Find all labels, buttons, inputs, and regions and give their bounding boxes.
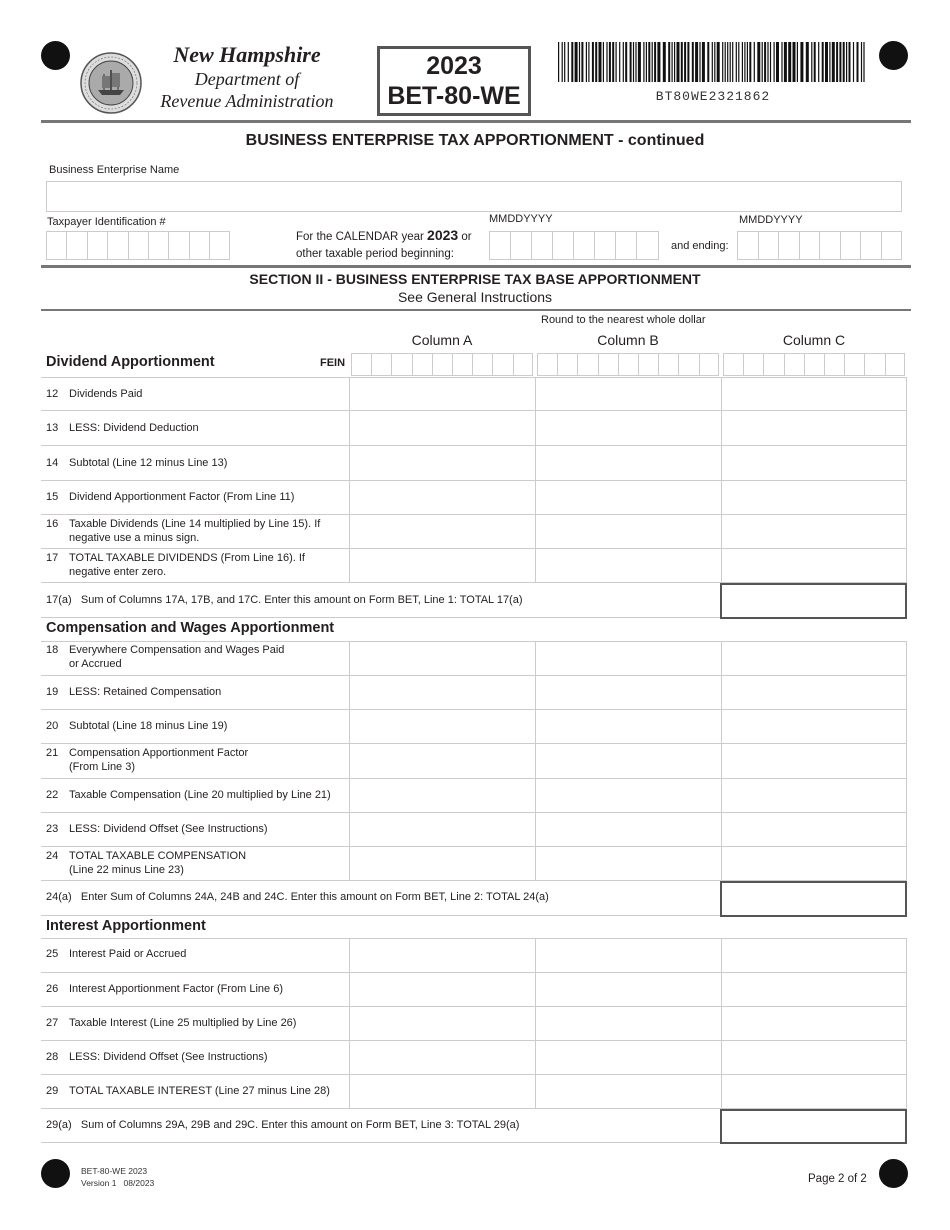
line-13a-input[interactable] (349, 411, 535, 445)
section-divider-top (41, 265, 911, 268)
line-12c-input[interactable] (721, 377, 907, 410)
line-22b-input[interactable] (535, 779, 721, 812)
calendar-year-text (296, 227, 472, 263)
line-24c-input[interactable] (721, 847, 907, 880)
line-12-label: 12 Dividends Paid (46, 388, 143, 400)
line-13c-input[interactable] (721, 411, 907, 445)
line-25c-input[interactable] (721, 938, 907, 972)
line-14a-input[interactable] (349, 446, 535, 480)
line-27-row (41, 1007, 907, 1041)
line-28b-input[interactable] (535, 1041, 721, 1074)
barcode-text: BT80WE2321862 (655, 89, 771, 104)
line-17-label: 17 TOTAL TAXABLE DIVIDENDS (From Line 16). If negative enter zero. (46, 552, 305, 578)
line-15-label: 15 Dividend Apportionment Factor (From Line 11) (46, 491, 295, 503)
line-15a-input[interactable] (349, 481, 535, 514)
line-24a-input[interactable] (349, 847, 535, 880)
line-16-label: 16 Taxable Dividends (Line 14 multiplied by Line 15). If negative use a minus sign. (46, 518, 321, 544)
line-16c-input[interactable] (721, 515, 907, 548)
business-name-input[interactable] (46, 181, 902, 212)
line-25a-input[interactable] (349, 938, 535, 972)
registration-mark-bottom-left (41, 1159, 70, 1188)
page-number: Page 2 of 2 (808, 1173, 867, 1185)
agency-name (144, 42, 350, 112)
line-24-row (41, 847, 907, 881)
form-year: 2023 (426, 52, 482, 80)
begin-date-input[interactable] (489, 231, 659, 260)
line-19-row (41, 676, 907, 710)
column-b-header: Column B (597, 332, 659, 348)
line-27a-input[interactable] (349, 1007, 535, 1040)
line-19b-input[interactable] (535, 676, 721, 709)
line-18c-input[interactable] (721, 641, 907, 675)
registration-mark-top-right (879, 41, 908, 70)
line-24-label: 24 TOTAL TAXABLE COMPENSATION (Line 22 minus Line 23) (46, 850, 247, 876)
line-18-label: 18 Everywhere Compensation and Wages Paid or Accrued (46, 644, 285, 670)
line-18b-input[interactable] (535, 641, 721, 675)
line-17b-input[interactable] (535, 549, 721, 582)
line-23-row (41, 813, 907, 847)
line-20-row (41, 710, 907, 744)
line-22c-input[interactable] (721, 779, 907, 812)
end-date-input[interactable] (737, 231, 902, 260)
tin-input[interactable] (46, 231, 230, 260)
round-note: Round to the nearest whole dollar (541, 314, 706, 326)
calendar-line2: other taxable period beginning: (296, 248, 454, 260)
line-29-row (41, 1075, 907, 1109)
form-id-box (377, 46, 531, 116)
line-28a-input[interactable] (349, 1041, 535, 1074)
fein-input-column-c[interactable] (723, 353, 905, 376)
line-15-row (41, 481, 907, 515)
line-16b-input[interactable] (535, 515, 721, 548)
footer-form-info (81, 1165, 154, 1189)
line-29-label: 29 TOTAL TAXABLE INTEREST (Line 27 minus Line 28) (46, 1085, 330, 1097)
line-16a-input[interactable] (349, 515, 535, 548)
footer-form-id: BET-80-WE 2023 (81, 1166, 148, 1176)
line-12a-input[interactable] (349, 377, 535, 410)
line-20-label: 20 Subtotal (Line 18 minus Line 19) (46, 720, 228, 732)
line-12-row (41, 377, 907, 411)
line-16-row (41, 515, 907, 549)
line-23c-input[interactable] (721, 813, 907, 846)
footer-version-date: 08/2023 (123, 1178, 155, 1188)
line-28c-input[interactable] (721, 1041, 907, 1074)
line-21-label: 21 Compensation Apportionment Factor (From Line 3) (46, 747, 249, 773)
line-29c-input[interactable] (721, 1075, 907, 1108)
calendar-line1: For the CALENDAR year (296, 231, 424, 243)
line-22-row (41, 779, 907, 813)
line-22a-input[interactable] (349, 779, 535, 812)
registration-mark-bottom-right (879, 1159, 908, 1188)
line-19a-input[interactable] (349, 676, 535, 709)
line-29a-input[interactable] (349, 1075, 535, 1108)
line-14b-input[interactable] (535, 446, 721, 480)
barcode (558, 42, 868, 82)
fein-label: FEIN (320, 357, 346, 369)
line-14c-input[interactable] (721, 446, 907, 480)
line-17a-input[interactable] (349, 549, 535, 582)
line-13-label: 13 LESS: Dividend Deduction (46, 422, 199, 434)
registration-mark-top-left (41, 41, 70, 70)
agency-state: New Hampshire (173, 42, 321, 67)
total-17a-input[interactable] (720, 583, 907, 619)
line-17-row (41, 549, 907, 583)
line-23-label: 23 LESS: Dividend Offset (See Instructions) (46, 823, 268, 835)
section-subtitle: See General Instructions (397, 289, 553, 305)
line-28-label: 28 LESS: Dividend Offset (See Instructions) (46, 1051, 268, 1063)
line-26a-input[interactable] (349, 973, 535, 1006)
form-number: BET-80-WE (387, 82, 521, 110)
form-title: BUSINESS ENTERPRISE TAX APPORTIONMENT - continued (245, 132, 705, 149)
line-24a-total-label: 24(a) Enter Sum of Columns 24A, 24B and 24C. Enter this amount on Form BET, Line 2: TOTAL 24(a) (46, 891, 549, 903)
business-name-label: Business Enterprise Name (49, 164, 180, 176)
fein-input-column-a[interactable] (351, 353, 533, 376)
line-26b-input[interactable] (535, 973, 721, 1006)
section-title: SECTION II - BUSINESS ENTERPRISE TAX BASE APPORTIONMENT (249, 271, 701, 287)
calendar-year: 2023 (427, 227, 459, 243)
line-25-row (41, 938, 907, 973)
agency-division: Revenue Administration (160, 91, 334, 111)
line-24b-input[interactable] (535, 847, 721, 880)
line-21a-input[interactable] (349, 744, 535, 778)
line-21-row (41, 744, 907, 779)
line-29a-total-label: 29(a) Sum of Columns 29A, 29B and 29C. Enter this amount on Form BET, Line 3: TOTAL 29(a) (46, 1119, 520, 1131)
header-divider (41, 120, 911, 123)
line-25-label: 25 Interest Paid or Accrued (46, 948, 187, 960)
line-23b-input[interactable] (535, 813, 721, 846)
state-seal-icon (80, 52, 142, 114)
line-27b-input[interactable] (535, 1007, 721, 1040)
calendar-or: or (461, 231, 472, 243)
section-divider-bottom (41, 309, 911, 311)
line-17a-total-label: 17(a) Sum of Columns 17A, 17B, and 17C. Enter this amount on Form BET, Line 1: TOTAL 17(a) (46, 594, 523, 606)
interest-heading: Interest Apportionment (46, 918, 206, 934)
total-24a-input[interactable] (720, 881, 907, 917)
footer-version: Version 1 (81, 1178, 117, 1188)
line-26-label: 26 Interest Apportionment Factor (From Line 6) (46, 983, 283, 995)
fein-input-column-b[interactable] (537, 353, 719, 376)
line-19c-input[interactable] (721, 676, 907, 709)
line-15b-input[interactable] (535, 481, 721, 514)
line-13-row (41, 411, 907, 446)
begin-date-format: MMDDYYYY (489, 213, 553, 225)
column-c-header: Column C (782, 332, 846, 348)
line-22-label: 22 Taxable Compensation (Line 20 multiplied by Line 21) (46, 789, 331, 801)
line-21c-input[interactable] (721, 744, 907, 778)
line-23a-input[interactable] (349, 813, 535, 846)
line-20b-input[interactable] (535, 710, 721, 743)
dividend-heading: Dividend Apportionment (46, 354, 215, 370)
line-20a-input[interactable] (349, 710, 535, 743)
total-29a-input[interactable] (720, 1109, 907, 1144)
line-13b-input[interactable] (535, 411, 721, 445)
line-17c-input[interactable] (721, 549, 907, 582)
tin-label: Taxpayer Identification # (47, 216, 166, 228)
line-27c-input[interactable] (721, 1007, 907, 1040)
line-15c-input[interactable] (721, 481, 907, 514)
line-25b-input[interactable] (535, 938, 721, 972)
and-ending-label: and ending: (671, 240, 729, 252)
agency-dept: Department of (194, 69, 300, 89)
line-26-row (41, 973, 907, 1007)
line-14-row (41, 446, 907, 481)
line-18a-input[interactable] (349, 641, 535, 675)
line-20c-input[interactable] (721, 710, 907, 743)
line-27-label: 27 Taxable Interest (Line 25 multiplied by Line 26) (46, 1017, 297, 1029)
end-date-format: MMDDYYYY (739, 214, 803, 226)
compensation-heading: Compensation and Wages Apportionment (46, 620, 335, 636)
line-14-label: 14 Subtotal (Line 12 minus Line 13) (46, 457, 228, 469)
column-a-header: Column A (411, 332, 473, 348)
line-19-label: 19 LESS: Retained Compensation (46, 686, 222, 698)
line-21b-input[interactable] (535, 744, 721, 778)
line-26c-input[interactable] (721, 973, 907, 1006)
line-12b-input[interactable] (535, 377, 721, 410)
line-29b-input[interactable] (535, 1075, 721, 1108)
line-28-row (41, 1041, 907, 1075)
line-18-row (41, 641, 907, 676)
